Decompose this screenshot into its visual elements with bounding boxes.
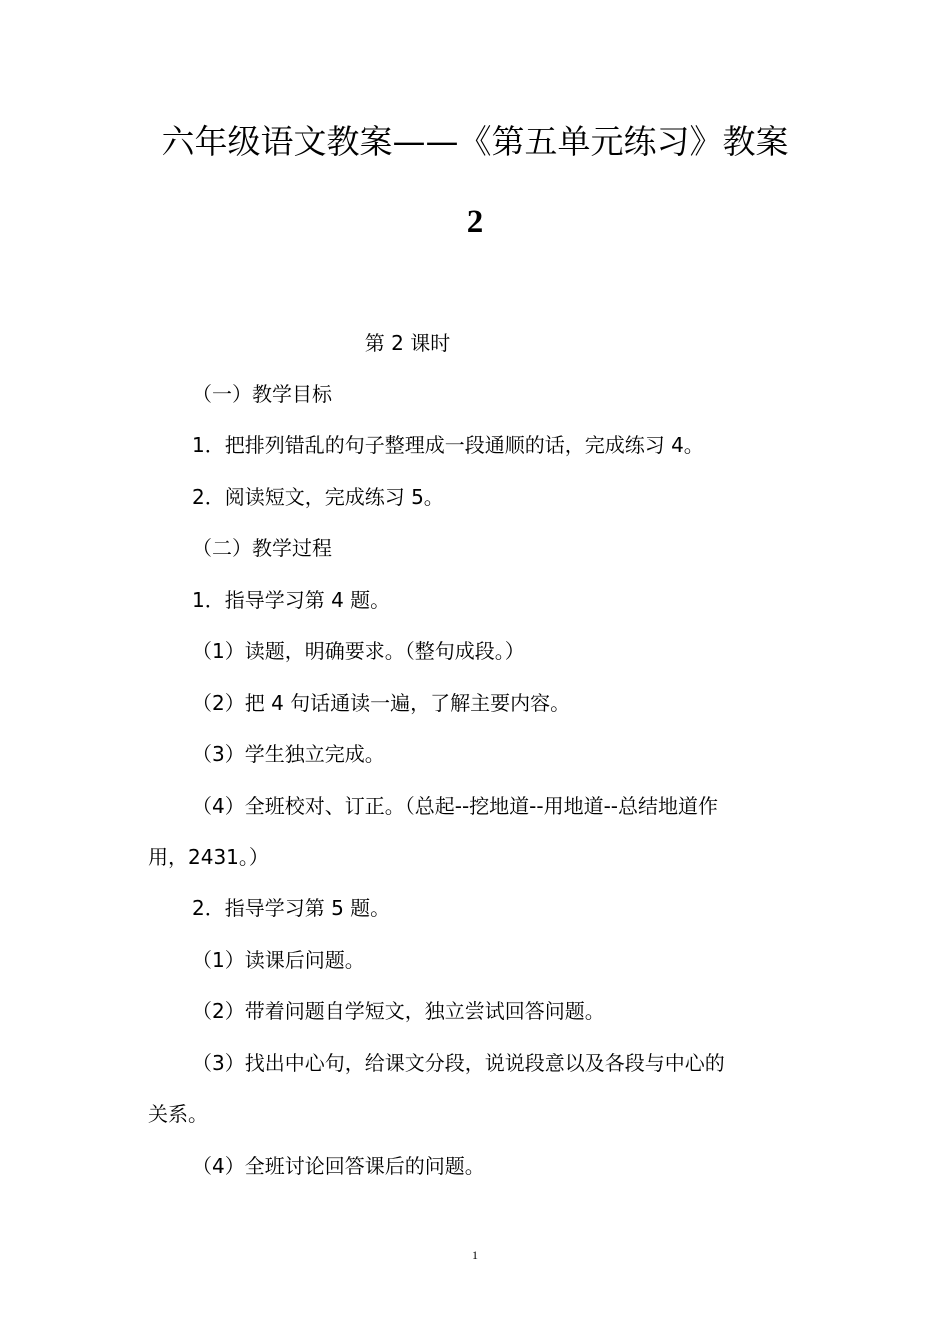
process-substep-continuation: 关系。 [148,1102,208,1126]
process-substep: （1）读课后问题。 [192,948,365,972]
section-heading-process: （二）教学过程 [192,536,332,560]
objective-item-2: 2．阅读短文，完成练习 5。 [192,485,444,509]
process-substep-continuation: 用，2431。） [148,845,269,869]
lesson-period-heading: 第 2 课时 [364,331,451,355]
process-substep: （2）带着问题自学短文，独立尝试回答问题。 [192,999,605,1023]
process-substep: （1）读题，明确要求。（整句成段。） [192,639,525,663]
process-step-1: 1．指导学习第 4 题。 [192,588,391,612]
process-substep: （3）学生独立完成。 [192,742,385,766]
process-substep: （3）找出中心句，给课文分段，说说段意以及各段与中心的 [192,1051,725,1075]
process-substep: （4）全班讨论回答课后的问题。 [192,1154,485,1178]
process-substep: （2）把 4 句话通读一遍，了解主要内容。 [192,691,571,715]
document-title-line-2: 2 [466,204,484,240]
objective-item-1: 1．把排列错乱的句子整理成一段通顺的话，完成练习 4。 [192,433,704,457]
document-title-line-1: 六年级语文教案——《第五单元练习》教案 [161,122,789,161]
process-substep: （4）全班校对、订正。（总起--挖地道--用地道--总结地道作 [192,794,719,818]
section-heading-objectives: （一）教学目标 [192,382,332,406]
process-step-2: 2．指导学习第 5 题。 [192,896,391,920]
page-number: 1 [472,1248,478,1262]
